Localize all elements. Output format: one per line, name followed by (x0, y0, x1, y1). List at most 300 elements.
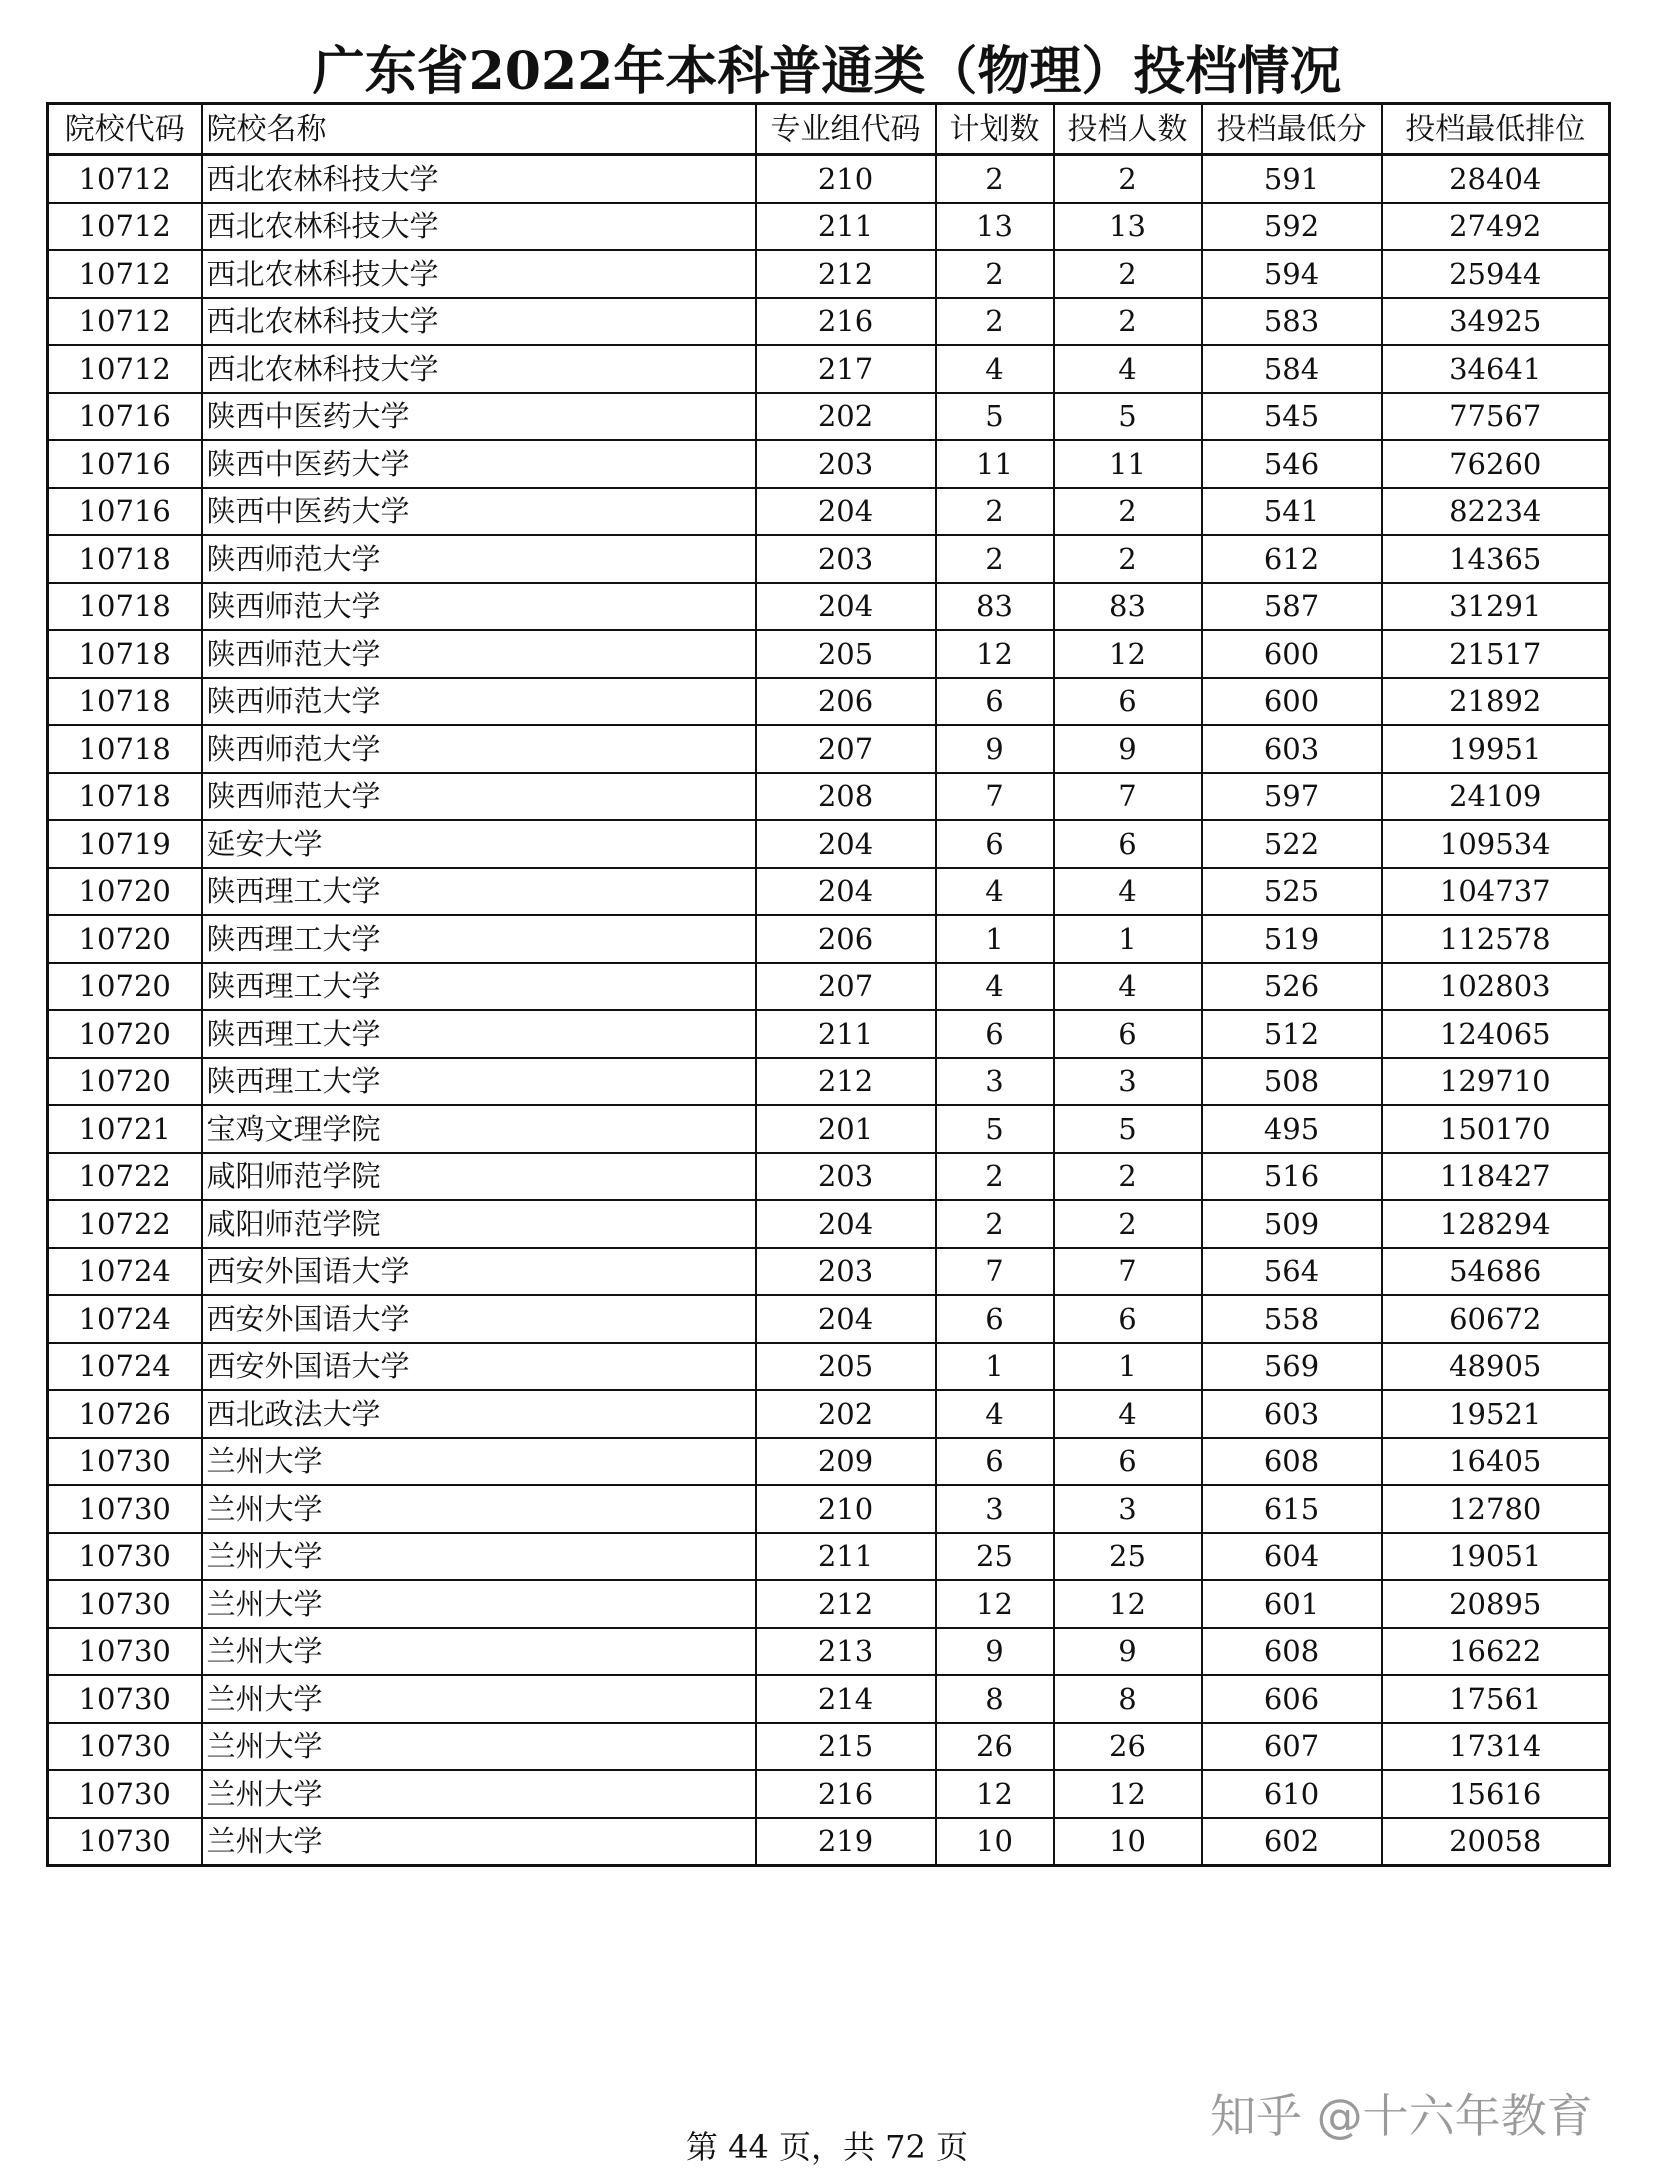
table-row (48, 1153, 1610, 1201)
cell-min-score: 512 (1202, 1010, 1382, 1058)
cell-min-rank: 24109 (1382, 773, 1610, 821)
cell-min-rank: 34925 (1382, 298, 1610, 346)
cell-min-rank: 19951 (1382, 725, 1610, 773)
header-min-score: 投档最低分 (1202, 104, 1382, 155)
cell-plan-count: 4 (936, 1390, 1054, 1438)
cell-min-rank: 15616 (1382, 1770, 1610, 1818)
cell-group-code: 216 (756, 1770, 936, 1818)
cell-min-score: 594 (1202, 250, 1382, 298)
cell-school-name: 陕西师范大学 (202, 773, 756, 821)
cell-admitted-count: 2 (1054, 155, 1202, 203)
cell-admitted-count: 26 (1054, 1723, 1202, 1771)
table-body (48, 155, 1610, 1866)
cell-school-code: 10712 (48, 345, 202, 393)
cell-school-code: 10730 (48, 1770, 202, 1818)
cell-school-code: 10716 (48, 440, 202, 488)
cell-admitted-count: 2 (1054, 298, 1202, 346)
cell-min-rank: 21517 (1382, 630, 1610, 678)
cell-group-code: 204 (756, 488, 936, 536)
cell-school-name: 西安外国语大学 (202, 1248, 756, 1296)
cell-group-code: 212 (756, 250, 936, 298)
cell-school-code: 10724 (48, 1295, 202, 1343)
table-row (48, 1723, 1610, 1771)
cell-min-rank: 25944 (1382, 250, 1610, 298)
cell-school-code: 10730 (48, 1485, 202, 1533)
cell-plan-count: 12 (936, 630, 1054, 678)
cell-school-code: 10720 (48, 868, 202, 916)
cell-school-code: 10718 (48, 535, 202, 583)
cell-admitted-count: 9 (1054, 725, 1202, 773)
cell-min-rank: 77567 (1382, 393, 1610, 441)
cell-group-code: 209 (756, 1438, 936, 1486)
cell-group-code: 219 (756, 1818, 936, 1866)
cell-min-score: 615 (1202, 1485, 1382, 1533)
cell-group-code: 203 (756, 535, 936, 583)
cell-admitted-count: 4 (1054, 868, 1202, 916)
cell-min-rank: 19521 (1382, 1390, 1610, 1438)
cell-min-rank: 16622 (1382, 1628, 1610, 1676)
cell-min-score: 546 (1202, 440, 1382, 488)
cell-school-name: 兰州大学 (202, 1770, 756, 1818)
cell-min-score: 545 (1202, 393, 1382, 441)
table-row (48, 155, 1610, 203)
table-row (48, 393, 1610, 441)
table-row (48, 1770, 1610, 1818)
cell-admitted-count: 1 (1054, 1343, 1202, 1391)
cell-plan-count: 26 (936, 1723, 1054, 1771)
cell-admitted-count: 6 (1054, 1010, 1202, 1058)
cell-school-code: 10720 (48, 1058, 202, 1106)
cell-group-code: 212 (756, 1058, 936, 1106)
cell-plan-count: 2 (936, 535, 1054, 583)
cell-group-code: 210 (756, 1485, 936, 1533)
cell-admitted-count: 2 (1054, 535, 1202, 583)
cell-plan-count: 6 (936, 820, 1054, 868)
cell-school-code: 10719 (48, 820, 202, 868)
cell-plan-count: 1 (936, 915, 1054, 963)
cell-school-name: 延安大学 (202, 820, 756, 868)
cell-min-rank: 128294 (1382, 1200, 1610, 1248)
cell-school-code: 10722 (48, 1200, 202, 1248)
cell-admitted-count: 4 (1054, 1390, 1202, 1438)
cell-plan-count: 2 (936, 1153, 1054, 1201)
table-row (48, 1105, 1610, 1153)
cell-school-code: 10718 (48, 725, 202, 773)
table-row (48, 583, 1610, 631)
cell-admitted-count: 12 (1054, 1580, 1202, 1628)
cell-min-rank: 104737 (1382, 868, 1610, 916)
table-row (48, 630, 1610, 678)
cell-school-name: 兰州大学 (202, 1580, 756, 1628)
table-header-row (48, 104, 1610, 155)
cell-min-rank: 102803 (1382, 963, 1610, 1011)
cell-school-code: 10730 (48, 1723, 202, 1771)
header-min-rank: 投档最低排位 (1382, 104, 1610, 155)
cell-min-rank: 21892 (1382, 678, 1610, 726)
table-row (48, 915, 1610, 963)
table-row (48, 1248, 1610, 1296)
cell-school-code: 10722 (48, 1153, 202, 1201)
cell-min-score: 608 (1202, 1438, 1382, 1486)
table-row (48, 773, 1610, 821)
cell-min-score: 608 (1202, 1628, 1382, 1676)
cell-plan-count: 2 (936, 155, 1054, 203)
cell-school-name: 西北政法大学 (202, 1390, 756, 1438)
cell-school-code: 10712 (48, 203, 202, 251)
cell-min-score: 603 (1202, 725, 1382, 773)
cell-school-name: 西北农林科技大学 (202, 345, 756, 393)
cell-group-code: 201 (756, 1105, 936, 1153)
cell-min-rank: 17561 (1382, 1675, 1610, 1723)
table-row (48, 298, 1610, 346)
cell-min-rank: 76260 (1382, 440, 1610, 488)
cell-admitted-count: 6 (1054, 678, 1202, 726)
cell-min-rank: 28404 (1382, 155, 1610, 203)
cell-school-name: 西北农林科技大学 (202, 203, 756, 251)
table-row (48, 1628, 1610, 1676)
cell-min-score: 610 (1202, 1770, 1382, 1818)
cell-plan-count: 9 (936, 1628, 1054, 1676)
cell-plan-count: 11 (936, 440, 1054, 488)
cell-plan-count: 10 (936, 1818, 1054, 1866)
cell-min-score: 597 (1202, 773, 1382, 821)
cell-min-rank: 109534 (1382, 820, 1610, 868)
table-row (48, 963, 1610, 1011)
cell-admitted-count: 3 (1054, 1058, 1202, 1106)
cell-group-code: 210 (756, 155, 936, 203)
cell-min-score: 604 (1202, 1533, 1382, 1581)
table-row (48, 1343, 1610, 1391)
cell-min-rank: 20058 (1382, 1818, 1610, 1866)
cell-school-code: 10712 (48, 250, 202, 298)
cell-min-rank: 54686 (1382, 1248, 1610, 1296)
cell-school-code: 10726 (48, 1390, 202, 1438)
cell-school-name: 陕西师范大学 (202, 583, 756, 631)
cell-admitted-count: 2 (1054, 488, 1202, 536)
cell-group-code: 214 (756, 1675, 936, 1723)
cell-school-code: 10730 (48, 1675, 202, 1723)
header-group-code: 专业组代码 (756, 104, 936, 155)
cell-school-name: 咸阳师范学院 (202, 1200, 756, 1248)
page-footer: 第 44 页，共 72 页 (685, 2128, 969, 2166)
cell-school-name: 西安外国语大学 (202, 1295, 756, 1343)
table-row (48, 203, 1610, 251)
cell-admitted-count: 3 (1054, 1485, 1202, 1533)
cell-group-code: 207 (756, 963, 936, 1011)
cell-school-code: 10724 (48, 1343, 202, 1391)
cell-group-code: 205 (756, 630, 936, 678)
cell-min-rank: 34641 (1382, 345, 1610, 393)
cell-admitted-count: 25 (1054, 1533, 1202, 1581)
cell-school-name: 陕西理工大学 (202, 1010, 756, 1058)
cell-school-code: 10712 (48, 155, 202, 203)
cell-min-rank: 19051 (1382, 1533, 1610, 1581)
header-school-code: 院校代码 (48, 104, 202, 155)
cell-plan-count: 4 (936, 868, 1054, 916)
table-row (48, 1200, 1610, 1248)
cell-school-name: 宝鸡文理学院 (202, 1105, 756, 1153)
cell-admitted-count: 11 (1054, 440, 1202, 488)
cell-school-name: 陕西师范大学 (202, 725, 756, 773)
cell-group-code: 211 (756, 1533, 936, 1581)
cell-school-code: 10718 (48, 773, 202, 821)
table-row (48, 820, 1610, 868)
table-row (48, 1818, 1610, 1866)
cell-plan-count: 3 (936, 1485, 1054, 1533)
cell-plan-count: 7 (936, 773, 1054, 821)
cell-group-code: 217 (756, 345, 936, 393)
cell-group-code: 206 (756, 915, 936, 963)
cell-school-name: 陕西师范大学 (202, 535, 756, 583)
cell-school-name: 兰州大学 (202, 1818, 756, 1866)
cell-plan-count: 2 (936, 298, 1054, 346)
cell-min-rank: 12780 (1382, 1485, 1610, 1533)
cell-school-name: 兰州大学 (202, 1438, 756, 1486)
cell-group-code: 207 (756, 725, 936, 773)
cell-min-rank: 17314 (1382, 1723, 1610, 1771)
cell-admitted-count: 1 (1054, 915, 1202, 963)
cell-min-score: 600 (1202, 678, 1382, 726)
cell-min-score: 607 (1202, 1723, 1382, 1771)
cell-school-name: 陕西理工大学 (202, 963, 756, 1011)
cell-admitted-count: 2 (1054, 1153, 1202, 1201)
cell-min-rank: 14365 (1382, 535, 1610, 583)
cell-school-name: 兰州大学 (202, 1675, 756, 1723)
cell-group-code: 203 (756, 440, 936, 488)
cell-school-code: 10724 (48, 1248, 202, 1296)
cell-admitted-count: 6 (1054, 1438, 1202, 1486)
table-row (48, 345, 1610, 393)
cell-school-name: 陕西理工大学 (202, 868, 756, 916)
cell-admitted-count: 83 (1054, 583, 1202, 631)
cell-school-code: 10712 (48, 298, 202, 346)
cell-admitted-count: 12 (1054, 630, 1202, 678)
cell-min-score: 508 (1202, 1058, 1382, 1106)
table-row (48, 1390, 1610, 1438)
cell-min-score: 522 (1202, 820, 1382, 868)
cell-min-rank: 129710 (1382, 1058, 1610, 1106)
cell-plan-count: 12 (936, 1770, 1054, 1818)
cell-min-score: 603 (1202, 1390, 1382, 1438)
table-row (48, 440, 1610, 488)
cell-min-score: 558 (1202, 1295, 1382, 1343)
table-row (48, 1675, 1610, 1723)
cell-min-score: 564 (1202, 1248, 1382, 1296)
cell-plan-count: 6 (936, 1438, 1054, 1486)
cell-admitted-count: 4 (1054, 963, 1202, 1011)
cell-school-code: 10718 (48, 630, 202, 678)
admission-table (46, 102, 1611, 1867)
cell-group-code: 211 (756, 1010, 936, 1058)
header-school-name: 院校名称 (202, 104, 756, 155)
cell-school-code: 10730 (48, 1438, 202, 1486)
cell-min-rank: 82234 (1382, 488, 1610, 536)
cell-school-name: 兰州大学 (202, 1533, 756, 1581)
table-row (48, 1485, 1610, 1533)
cell-admitted-count: 5 (1054, 1105, 1202, 1153)
cell-min-score: 569 (1202, 1343, 1382, 1391)
cell-group-code: 212 (756, 1580, 936, 1628)
table-row (48, 725, 1610, 773)
cell-group-code: 202 (756, 1390, 936, 1438)
cell-school-code: 10720 (48, 1010, 202, 1058)
cell-min-score: 587 (1202, 583, 1382, 631)
cell-min-rank: 27492 (1382, 203, 1610, 251)
cell-group-code: 204 (756, 820, 936, 868)
cell-min-score: 600 (1202, 630, 1382, 678)
cell-school-code: 10730 (48, 1533, 202, 1581)
cell-min-rank: 118427 (1382, 1153, 1610, 1201)
cell-min-score: 612 (1202, 535, 1382, 583)
cell-admitted-count: 7 (1054, 773, 1202, 821)
cell-school-code: 10730 (48, 1580, 202, 1628)
cell-plan-count: 13 (936, 203, 1054, 251)
cell-group-code: 211 (756, 203, 936, 251)
cell-min-rank: 31291 (1382, 583, 1610, 631)
cell-plan-count: 83 (936, 583, 1054, 631)
cell-min-score: 526 (1202, 963, 1382, 1011)
cell-admitted-count: 5 (1054, 393, 1202, 441)
cell-plan-count: 2 (936, 250, 1054, 298)
cell-min-score: 519 (1202, 915, 1382, 963)
cell-group-code: 203 (756, 1248, 936, 1296)
cell-plan-count: 2 (936, 1200, 1054, 1248)
cell-min-score: 516 (1202, 1153, 1382, 1201)
cell-group-code: 204 (756, 868, 936, 916)
cell-plan-count: 25 (936, 1533, 1054, 1581)
cell-school-name: 西北农林科技大学 (202, 250, 756, 298)
cell-group-code: 204 (756, 583, 936, 631)
cell-admitted-count: 8 (1054, 1675, 1202, 1723)
cell-school-code: 10716 (48, 393, 202, 441)
cell-school-code: 10720 (48, 963, 202, 1011)
cell-group-code: 204 (756, 1295, 936, 1343)
cell-min-rank: 112578 (1382, 915, 1610, 963)
cell-school-name: 兰州大学 (202, 1628, 756, 1676)
cell-admitted-count: 13 (1054, 203, 1202, 251)
cell-min-score: 592 (1202, 203, 1382, 251)
cell-school-code: 10718 (48, 583, 202, 631)
table-row (48, 1533, 1610, 1581)
cell-min-rank: 16405 (1382, 1438, 1610, 1486)
cell-school-code: 10716 (48, 488, 202, 536)
cell-school-code: 10720 (48, 915, 202, 963)
cell-group-code: 205 (756, 1343, 936, 1391)
cell-min-rank: 60672 (1382, 1295, 1610, 1343)
cell-plan-count: 5 (936, 393, 1054, 441)
cell-plan-count: 6 (936, 1295, 1054, 1343)
cell-min-score: 606 (1202, 1675, 1382, 1723)
cell-group-code: 215 (756, 1723, 936, 1771)
cell-min-score: 509 (1202, 1200, 1382, 1248)
table-row (48, 535, 1610, 583)
cell-school-name: 陕西中医药大学 (202, 440, 756, 488)
cell-group-code: 206 (756, 678, 936, 726)
cell-school-name: 兰州大学 (202, 1723, 756, 1771)
cell-school-name: 西北农林科技大学 (202, 155, 756, 203)
table-row (48, 868, 1610, 916)
cell-school-code: 10730 (48, 1818, 202, 1866)
table-row (48, 1295, 1610, 1343)
cell-admitted-count: 9 (1054, 1628, 1202, 1676)
cell-plan-count: 3 (936, 1058, 1054, 1106)
cell-school-name: 陕西师范大学 (202, 630, 756, 678)
cell-school-name: 陕西中医药大学 (202, 488, 756, 536)
cell-plan-count: 6 (936, 678, 1054, 726)
table-row (48, 1058, 1610, 1106)
cell-min-rank: 48905 (1382, 1343, 1610, 1391)
watermark: 知乎 @十六年教育 (1210, 2089, 1593, 2143)
table-row (48, 488, 1610, 536)
cell-min-rank: 150170 (1382, 1105, 1610, 1153)
cell-plan-count: 5 (936, 1105, 1054, 1153)
cell-school-name: 陕西理工大学 (202, 1058, 756, 1106)
cell-min-score: 525 (1202, 868, 1382, 916)
cell-group-code: 216 (756, 298, 936, 346)
cell-group-code: 213 (756, 1628, 936, 1676)
table-row (48, 250, 1610, 298)
cell-min-score: 591 (1202, 155, 1382, 203)
table-row (48, 1010, 1610, 1058)
cell-plan-count: 6 (936, 1010, 1054, 1058)
cell-school-code: 10718 (48, 678, 202, 726)
page-title: 广东省2022年本科普通类（物理）投档情况 (312, 41, 1342, 102)
cell-admitted-count: 2 (1054, 1200, 1202, 1248)
cell-min-score: 583 (1202, 298, 1382, 346)
cell-min-score: 495 (1202, 1105, 1382, 1153)
cell-min-score: 584 (1202, 345, 1382, 393)
table-row (48, 1580, 1610, 1628)
cell-plan-count: 1 (936, 1343, 1054, 1391)
cell-plan-count: 12 (936, 1580, 1054, 1628)
cell-plan-count: 7 (936, 1248, 1054, 1296)
cell-school-code: 10730 (48, 1628, 202, 1676)
cell-school-name: 陕西师范大学 (202, 678, 756, 726)
cell-min-rank: 20895 (1382, 1580, 1610, 1628)
cell-group-code: 202 (756, 393, 936, 441)
cell-group-code: 203 (756, 1153, 936, 1201)
table-row (48, 1438, 1610, 1486)
cell-school-code: 10721 (48, 1105, 202, 1153)
cell-school-name: 西北农林科技大学 (202, 298, 756, 346)
cell-admitted-count: 4 (1054, 345, 1202, 393)
header-admitted-count: 投档人数 (1054, 104, 1202, 155)
cell-school-name: 兰州大学 (202, 1485, 756, 1533)
header-plan-count: 计划数 (936, 104, 1054, 155)
cell-admitted-count: 12 (1054, 1770, 1202, 1818)
cell-admitted-count: 7 (1054, 1248, 1202, 1296)
cell-school-name: 咸阳师范学院 (202, 1153, 756, 1201)
cell-plan-count: 8 (936, 1675, 1054, 1723)
cell-admitted-count: 10 (1054, 1818, 1202, 1866)
cell-plan-count: 4 (936, 963, 1054, 1011)
cell-group-code: 204 (756, 1200, 936, 1248)
cell-admitted-count: 6 (1054, 1295, 1202, 1343)
cell-min-score: 601 (1202, 1580, 1382, 1628)
cell-school-name: 西安外国语大学 (202, 1343, 756, 1391)
cell-plan-count: 4 (936, 345, 1054, 393)
cell-plan-count: 2 (936, 488, 1054, 536)
cell-school-name: 陕西中医药大学 (202, 393, 756, 441)
cell-admitted-count: 2 (1054, 250, 1202, 298)
cell-min-rank: 124065 (1382, 1010, 1610, 1058)
cell-min-score: 602 (1202, 1818, 1382, 1866)
cell-min-score: 541 (1202, 488, 1382, 536)
table-row (48, 678, 1610, 726)
cell-school-name: 陕西理工大学 (202, 915, 756, 963)
cell-group-code: 208 (756, 773, 936, 821)
cell-plan-count: 9 (936, 725, 1054, 773)
